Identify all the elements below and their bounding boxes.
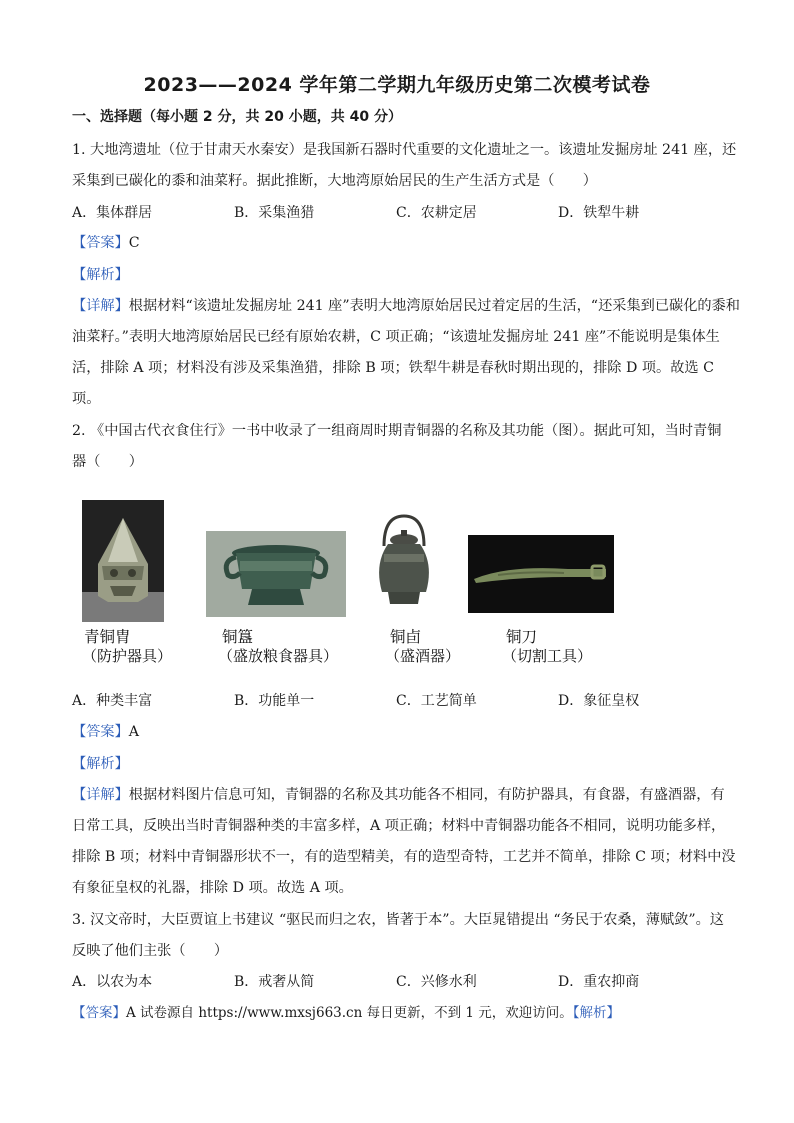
q2-stem-line2: 器（ ） <box>72 454 143 470</box>
q1-choice-a: A．集体群居 <box>72 205 153 221</box>
q3-choice-d: D．重农抑商 <box>558 974 640 990</box>
q2-choice-a: A．种类丰富 <box>72 693 153 709</box>
q1-stem-line1: 1. 大地湾遗址（位于甘肃天水秦安）是我国新石器时代重要的文化遗址之一。该遗址发掘房址 241 座，还 <box>72 142 737 158</box>
q2-answer <box>72 722 732 742</box>
analysis-tag: 【解析】 <box>572 1005 621 1021</box>
q1-detail-line2: 油菜籽。”表明大地湾原始居民已经有原始农耕，C 项正确；“该遗址发掘房址 241 座”不能说明是集体生 <box>72 329 720 345</box>
fig-helmet-name: 青铜胄 <box>84 628 131 646</box>
answer-value: A <box>128 724 140 740</box>
answer-value: C <box>128 235 140 251</box>
bronze-knife-image <box>468 535 614 613</box>
fig-helmet-use: （防护器具） <box>82 647 173 665</box>
detail-text: 根据材料图片信息可知，青铜器的名称及其功能各不相同，有防护器具，有食器，有盛酒器，有 <box>128 787 725 803</box>
q1-choice-d: D．铁犁牛耕 <box>558 205 640 221</box>
answer-tag: 【答案】 <box>72 235 129 251</box>
q1-answer <box>72 233 732 253</box>
answer-tag: 【答案】 <box>72 1005 126 1021</box>
page-title: 2023——2024 学年第二学期九年级历史第二次模考试卷 <box>143 74 651 96</box>
q1-detail-line4: 项。 <box>72 391 101 407</box>
source-note: 试卷源自 <box>140 1005 195 1021</box>
fig-gui-use: （盛放粮食器具） <box>218 647 339 665</box>
fig-you-use: （盛酒器） <box>385 647 461 665</box>
q3-stem-line1: 3. 汉文帝时，大臣贾谊上书建议 “驱民而归之农，皆著于本”。大臣晁错提出 “务民于农桑，薄赋敛”。这 <box>72 912 724 928</box>
q2-detail-line1 <box>72 785 732 805</box>
q2-choice-c: C．工艺简单 <box>396 693 477 709</box>
q2-analysis <box>72 754 732 774</box>
q3-choice-c: C．兴修水利 <box>396 974 477 990</box>
q1-detail-line3: 活，排除 A 项；材料没有涉及采集渔猎，排除 B 项；铁犁牛耕是春秋时期出现的，排除 D 项。故选 C <box>72 360 714 376</box>
bronze-gui-image <box>206 531 346 617</box>
detail-tag: 【详解】 <box>72 787 129 803</box>
q2-stem-line1: 2. 《中国古代衣食住行》一书中收录了一组商周时期青铜器的名称及其功能（图）。据此可知，当时青铜 <box>72 423 722 439</box>
q2-choice-b: B．功能单一 <box>234 693 315 709</box>
fig-you-name: 铜卣 <box>390 628 422 646</box>
bronze-helmet-image <box>82 500 164 622</box>
fig-knife-use: （切割工具） <box>502 647 593 665</box>
q2-detail-line4: 有象征皇权的礼器，排除 D 项。故选 A 项。 <box>72 880 353 896</box>
detail-text: 根据材料“该遗址发掘房址 241 座”表明大地湾原始居民过着定居的生活，“还采集到已碳化的黍和 <box>128 298 740 314</box>
answer-value: A <box>126 1005 136 1021</box>
q2-choice-d: D．象征皇权 <box>558 693 640 709</box>
q3-choice-a: A．以农为本 <box>72 974 153 990</box>
detail-tag: 【详解】 <box>72 298 129 314</box>
source-note-after: 每日更新，不到 1 元，欢迎访问。 <box>366 1005 573 1021</box>
q3-stem-line2: 反映了他们主张（ ） <box>72 943 229 959</box>
fig-gui-name: 铜簋 <box>222 628 254 646</box>
q1-choice-c: C．农耕定居 <box>396 205 477 221</box>
q1-choice-b: B．采集渔猎 <box>234 205 315 221</box>
q2-detail-line2: 日常工具，反映出当时青铜器种类的丰富多样，A 项正确；材料中青铜器功能各不相同，说明功能多样， <box>72 818 726 834</box>
q3-answer <box>72 1003 732 1023</box>
section-heading: 一、选择题（每小题 2 分，共 20 小题，共 40 分） <box>72 109 402 125</box>
q1-analysis <box>72 265 732 285</box>
fig-knife-name: 铜刀 <box>506 628 538 646</box>
answer-tag: 【答案】 <box>72 724 129 740</box>
q3-choice-b: B．戒奢从简 <box>234 974 315 990</box>
source-link[interactable]: https://www.mxsj663.cn <box>198 1005 363 1021</box>
analysis-tag: 【解析】 <box>72 267 129 283</box>
q1-stem-line2: 采集到已碳化的黍和油菜籽。据此推断，大地湾原始居民的生产生活方式是（ ） <box>72 173 597 189</box>
q1-detail-line1 <box>72 296 740 316</box>
q2-detail-line3: 排除 B 项；材料中青铜器形状不一，有的造型精美，有的造型奇特，工艺并不简单，排除 C 项；材料中没 <box>72 849 736 865</box>
analysis-tag: 【解析】 <box>72 756 129 772</box>
bronze-you-image <box>368 512 440 608</box>
